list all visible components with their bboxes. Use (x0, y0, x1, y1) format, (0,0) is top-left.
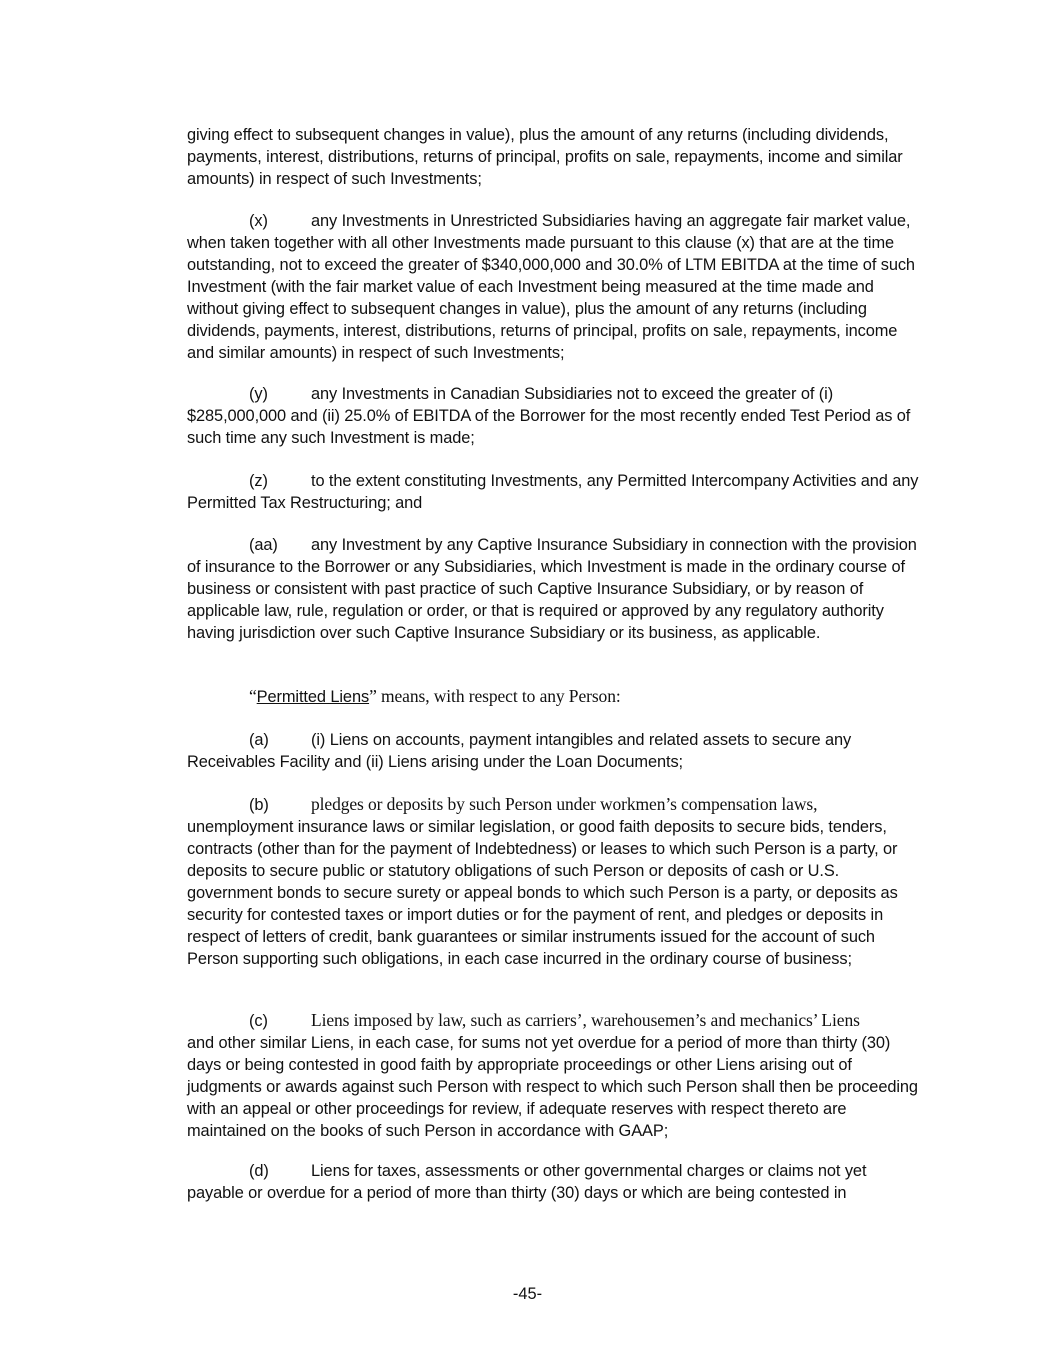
paragraph-intro: giving effect to subsequent changes in value), plus the amount of any returns (including dividends, payments, interest, distributions, returns of principal, profits on sale, repayments, income and similar amounts) in respect of such Investments; (187, 126, 903, 188)
clause-marker: (d) (249, 1162, 269, 1180)
clause-a (187, 729, 927, 773)
page-number: -45- (512, 1285, 543, 1303)
definition-rest: ” means, with respect to any Person: (369, 686, 621, 706)
clause-text: Liens for taxes, assessments or other governmental charges or claims not yet payable or overdue for a period of more than thirty (30) days or which are being contested in (187, 1162, 867, 1202)
clause-marker: (c) (249, 1012, 268, 1030)
clause-marker: (x) (249, 212, 268, 230)
clause-lead: pledges or deposits by such Person under workmen’s compensation laws, (311, 794, 818, 814)
clause-y (187, 383, 927, 449)
clause-c (187, 1009, 927, 1142)
clause-marker: (aa) (249, 536, 278, 554)
defined-term: Permitted Liens (256, 688, 370, 706)
clause-text: any Investment by any Captive Insurance Subsidiary in connection with the provision of insurance to the Borrower or any Subsidiaries, which Investment is made in the ordinary course of business or consistent with past practice of such Captive Insurance Subsidiary, or by reason of applicable law, rule, regulation or order, or that is required or approved by any regulatory authority having jurisdiction over such Captive Insurance Subsidiary or its business, as applicable. (187, 536, 917, 642)
clause-text: unemployment insurance laws or similar legislation, or good faith deposits to secure bids, tenders, contracts (other than for the payment of Indebtedness) or leases to which such Person is a party, or deposits to secure public or statutory obligations of such Person or deposits of cash or U.S. government bonds to secure surety or appeal bonds to which such Person is a party, or deposits as security for contested taxes or import duties or for the payment of rent, and pledges or deposits in respect of letters of credit, bank guarantees or similar instruments issued for the account of such Person supporting such obligations, in each case incurred in the ordinary course of business; (187, 818, 898, 968)
definition-permitted-liens (187, 685, 927, 708)
clause-lead: Liens imposed by law, such as carriers’, warehousemen’s and mechanics’ Liens (311, 1010, 860, 1030)
open-quote: “ (249, 686, 257, 706)
clause-marker: (b) (249, 796, 269, 814)
clause-d (187, 1160, 927, 1204)
clause-text: and other similar Liens, in each case, for sums not yet overdue for a period of more than thirty (30) days or being contested in good faith by appropriate proceedings or other Liens arising out of judgments or awards against such Person with respect to which such Person shall then be proceeding with an appeal or other proceedings for review, if adequate reserves with respect thereto are maintained on the books of such Person in accordance with GAAP; (187, 1034, 918, 1140)
clause-marker: (a) (249, 731, 269, 749)
clause-text: (i) Liens on accounts, payment intangibles and related assets to secure any Receivables Facility and (ii) Liens arising under the Loan Documents; (187, 731, 852, 771)
clause-text: any Investments in Unrestricted Subsidiaries having an aggregate fair market value, when taken together with all other Investments made pursuant to this clause (x) that are at the time outstanding, not to exceed the greater of $340,000,000 and 30.0% of LTM EBITDA at the time of such Investment (with the fair market value of each Investment being measured at the time made and without giving effect to subsequent changes in value), plus the amount of any returns (including dividends, payments, interest, distributions, returns of principal, profits on sale, repayments, income and similar amounts) in respect of such Investments; (187, 212, 915, 362)
clause-marker: (z) (249, 472, 268, 490)
clause-text: any Investments in Canadian Subsidiaries not to exceed the greater of (i) $285,000,000 and (ii) 25.0% of EBITDA of the Borrower for the most recently ended Test Period as of such time any such Investment is made; (187, 385, 911, 447)
clause-aa (187, 534, 927, 644)
clause-z (187, 470, 927, 514)
clause-text: to the extent constituting Investments, any Permitted Intercompany Activities and any Permitted Tax Restructuring; and (187, 472, 919, 512)
clause-marker: (y) (249, 385, 268, 403)
clause-x (187, 210, 927, 364)
clause-b (187, 793, 927, 970)
